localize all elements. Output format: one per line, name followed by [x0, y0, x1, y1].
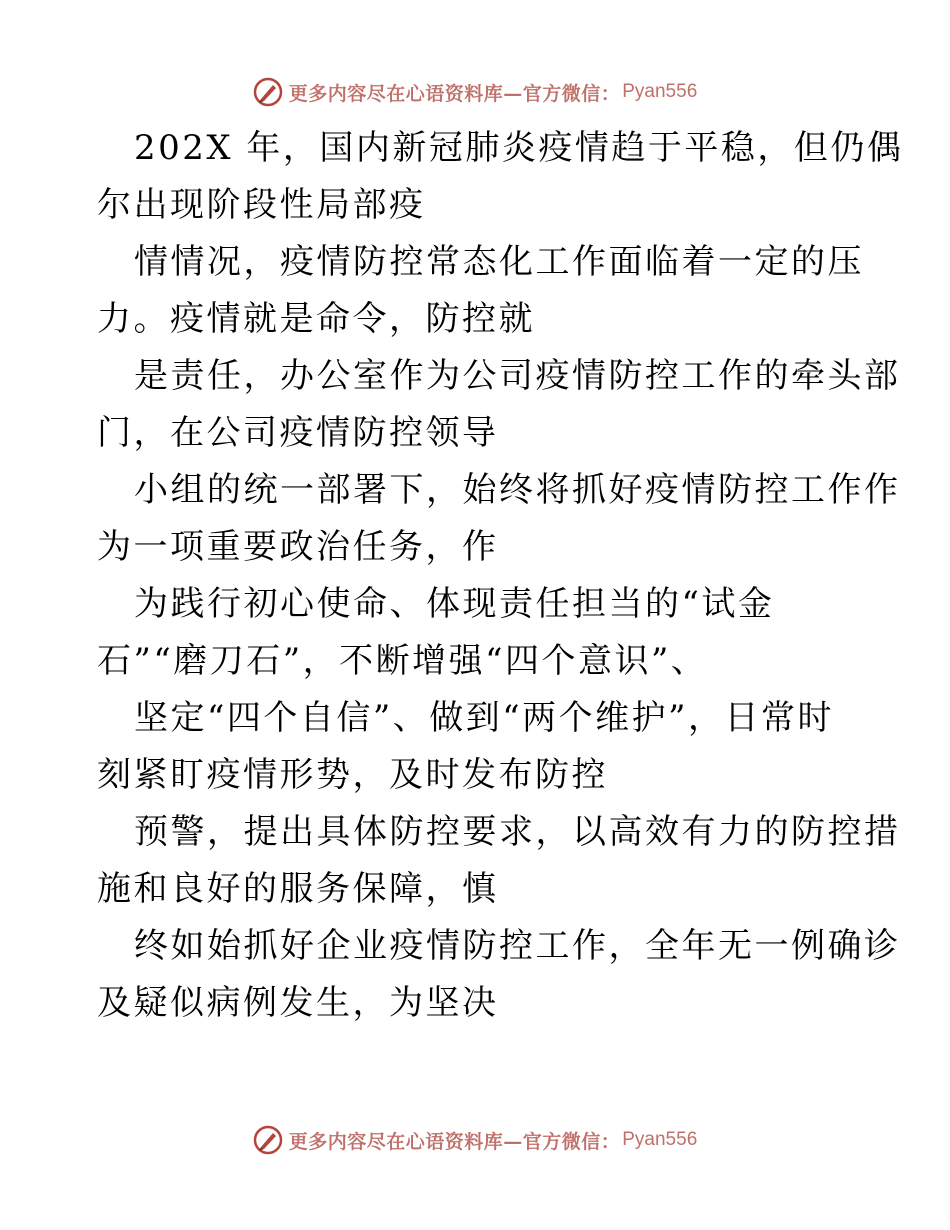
body-line: 202X 年，国内新冠肺炎疫情趋于平稳，但仍偶: [134, 128, 904, 168]
footer-banner-text: 更多内容尽在心语资料库—官方微信：: [288, 1130, 621, 1153]
body-line: 力。疫情就是命令，防控就: [97, 299, 535, 339]
body-line: 情情况，疫情防控常态化工作面临着一定的压: [134, 242, 864, 282]
footer-banner: [0, 1120, 950, 1160]
header-banner-text: 更多内容尽在心语资料库—官方微信：: [288, 82, 621, 105]
document-body: [97, 120, 904, 1032]
body-line: 及疑似病例发生，为坚决: [97, 983, 499, 1023]
body-line: 预警，提出具体防控要求，以高效有力的防控措: [134, 812, 901, 852]
body-line: 尔出现阶段性局部疫: [97, 185, 426, 225]
pen-logo-icon: [253, 77, 283, 107]
body-line: 刻紧盯疫情形势，及时发布防控: [97, 755, 608, 795]
body-line: 坚定“四个自信”、做到“两个维护”，日常时: [134, 698, 835, 738]
pen-logo-icon: [253, 1125, 283, 1155]
footer-wechat-id: Pyan556: [622, 1129, 698, 1150]
body-line: 为一项重要政治任务，作: [97, 527, 499, 567]
body-line: 石”“磨刀石”，不断增强“四个意识”、: [97, 641, 708, 681]
body-line: 终如始抓好企业疫情防控工作，全年无一例确诊: [134, 926, 901, 966]
body-line: 施和良好的服务保障，慎: [97, 869, 499, 909]
body-line: 为践行初心使命、体现责任担当的“试金: [134, 584, 775, 624]
header-banner: [0, 72, 950, 112]
body-line: 小组的统一部署下，始终将抓好疫情防控工作作: [134, 470, 901, 510]
header-wechat-id: Pyan556: [622, 81, 698, 102]
body-line: 门，在公司疫情防控领导: [97, 413, 499, 453]
body-line: 是责任，办公室作为公司疫情防控工作的牵头部: [134, 356, 901, 396]
